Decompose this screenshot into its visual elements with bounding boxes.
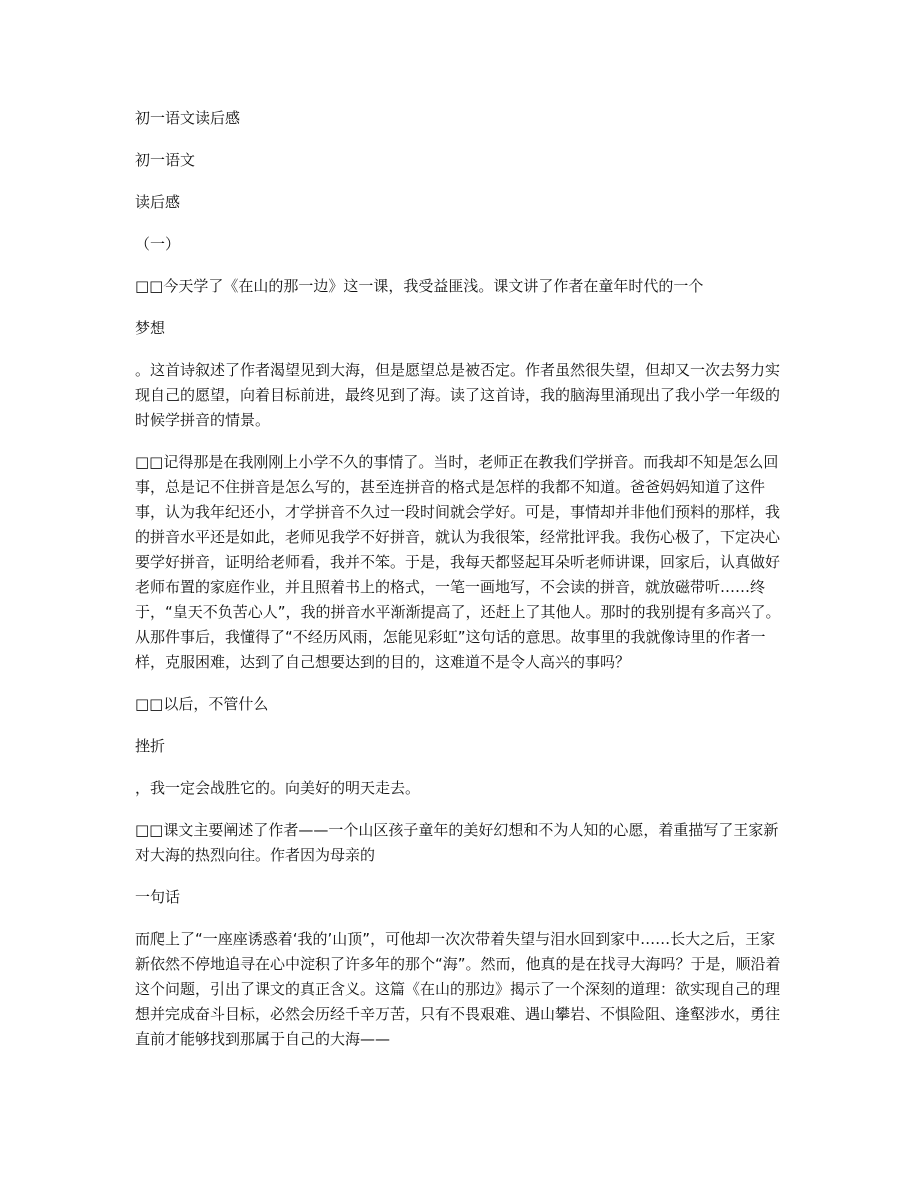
paragraph-pinyin-story: □□记得那是在我刚刚上小学不久的事情了。当时，老师正在教我们学拼音。而我却不知是怎么回事，总是记不住拼音是怎么写的，甚至连拼音的格式是怎样的我都不知道。爸爸妈妈知道了这件事，认为我年纪还小，才学拼音不久过一段时间就会学好。可是，事情却并非他们预料的那样，我的拼音水平还是如此，老师见我学不好拼音，就认为我很笨，经常批评我。我伤心极了，下定决心要学好拼音，证明给老师看，我并不笨。于是，我每天都竖起耳朵听老师讲课，回家后，认真做好老师布置的家庭作业，并且照着书上的格式，一笔一画地写，不会读的拼音，就放磁带听……终于，“皇天不负苦心人”，我的拼音水平渐渐提高了，还赶上了其他人。那时的我别提有多高兴了。从那件事后，我懂得了“不经历风雨，怎能见彩虹”这句话的意思。故事里的我就像诗里的作者一样，克服困难，达到了自己想要达到的目的，这难道不是令人高兴的事吗？ [135,453,781,671]
paragraph-overcome: ，我一定会战胜它的。向美好的明天走去。 [135,779,421,797]
fragment-dream: 梦想 [135,319,166,337]
paragraph-conclusion: 而爬上了“一座座诱惑着‘我的’山顶”，可他却一次次带着失望与泪水回到家中……长大之后，王家新依然不停地追寻在心中淀积了许多年的那个“海”。然而，他真的是在找寻大海吗？于是，顺沿着这个问题，引出了课文的真正含义。这篇《在山的那边》揭示了一个深刻的道理：欲实现自己的理想并完成奋斗目标，必然会历经千辛万苦，只有不畏艰难、遇山攀岩、不惧险阻、逢壑涉水，勇往直前才能够找到那属于自己的大海—— [135,930,781,1048]
paragraph-lesson-theme: □□课文主要阐述了作者——一个山区孩子童年的美好幻想和不为人知的心愿，着重描写了王家新对大海的热烈向往。作者因为母亲的 [135,821,779,864]
fragment-setback: 挫折 [135,737,166,755]
paragraph-intro: □□今天学了《在山的那一边》这一课，我受益匪浅。课文讲了作者在童年时代的一个 [135,277,704,295]
document-title: 初一语文读后感 [135,109,241,127]
subject-line: 初一语文 [135,151,196,169]
document-page [135,106,787,1069]
section-number: （一） [135,235,181,253]
fragment-one-sentence: 一句话 [135,888,181,906]
paragraph-future: □□以后，不管什么 [135,695,269,713]
genre-line: 读后感 [135,193,181,211]
paragraph-poem-summary: 。这首诗叙述了作者渴望见到大海，但是愿望总是被否定。作者虽然很失望，但却又一次去努力实现自己的愿望，向着目标前进，最终见到了海。读了这首诗，我的脑海里涌现出了我小学一年级的时候学拼音的情景。 [135,361,781,429]
